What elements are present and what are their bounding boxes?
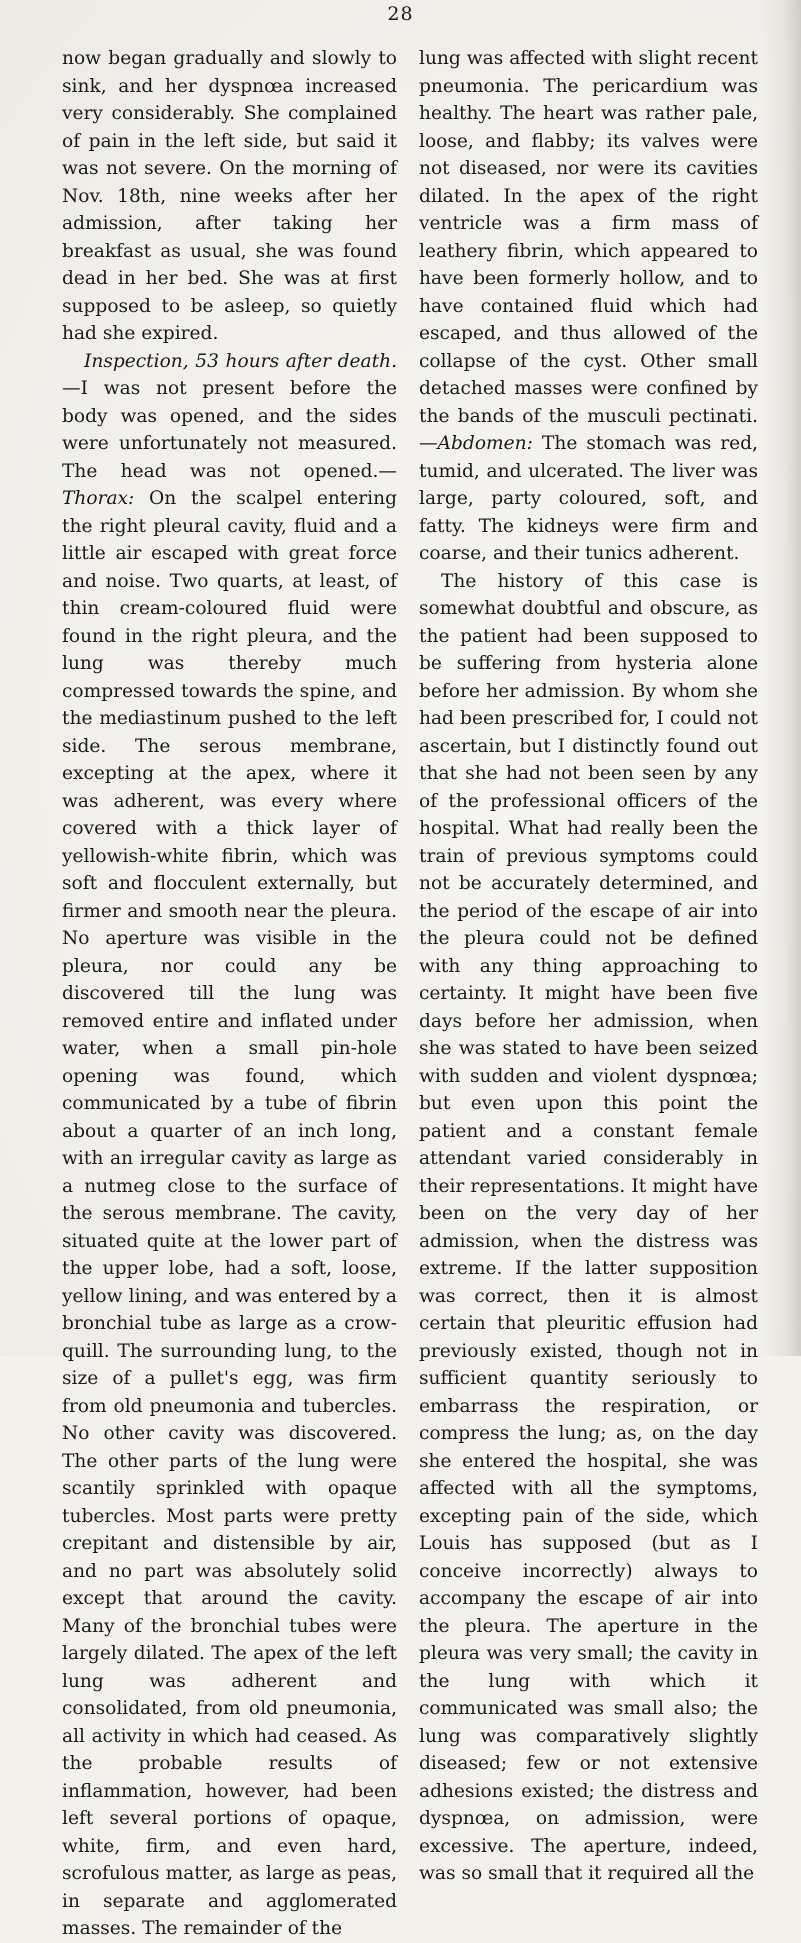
page-edge-shadow [763, 0, 801, 1356]
inspection-heading: Inspection, 53 hours after death. [84, 350, 397, 372]
paragraph-death: now began gradually and slowly to sink, and her dyspnœa increased very considerably. She complained of pain in the left side, but said it was not severe. On the morning of Nov. 18th, nine weeks after her admission, after taking her breakfast as usual, she was found dead in her bed. She was at first supposed to be asleep, so quietly had she expired. [62, 48, 397, 344]
inspection-text-a: —I was not present before the body was opened, and the sides were unfortunately not measured. The head was not opened.— [62, 378, 397, 482]
thorax-heading: Thorax: [62, 488, 135, 509]
paragraph-inspection [62, 348, 397, 1943]
right-column [419, 45, 758, 1888]
lung-heart-text: lung was affected with slight recent pneumonia. The pericardium was healthy. The heart was rather pale, loose, and flabby; its valves were not diseased, nor were its cavities dilated. In the apex of the right ventricle was a firm mass of leathery fibrin, which appeared to have been formerly hollow, and to have contained fluid which had escaped, and thus allowed of the collapse of the cyst. Other small detached masses were confined by the bands of the musculi pectinati.— [419, 48, 758, 454]
paragraph-history: The history of this case is somewhat doubtful and obscure, as the patient had been supposed to be suffering from hysteria alone before her admission. By whom she had been prescribed for, I could not ascertain, but I distinctly found out that she had not been seen by any of the professional officers of the hospital. What had really been the train of previous symptoms could not be accurately determined, and the period of the escape of air into the pleura could not be defined with any thing approaching to certainty. It might have been five days before her admission, when she was stated to have been seized with sudden and violent dyspnœa; but even upon this point the patient and a constant female attendant varied considerably in their representations. It might have been on the very day of her admission, when the distress was extreme. If the latter supposition was correct, then it is almost certain that pleuritic effusion had previously existed, though not in sufficient quantity seriously to embarrass the respiration, or compress the lung; as, on the day she entered the hospital, she was affected with all the symptoms, excepting pain of the side, which Louis has supposed (but as I conceive incorrectly) always to accompany the escape of air into the pleura. The aperture in the pleura was very small; the cavity in the lung with which it communicated was small also; the lung was comparatively slightly diseased; few or not extensive adhesions existed; the distress and dyspnœa, on admission, were excessive. The aperture, indeed, was so small that it required all the [419, 570, 758, 1884]
thorax-text: On the scalpel entering the right pleural cavity, fluid and a little air escaped with great force and noise. Two quarts, at least, of thin cream-coloured fluid were found in the right pleura, and the lung was thereby much compressed towards the spine, and the mediastinum pushed to the left side. The serous membrane, excepting at the apex, where it was adherent, was every where covered with a thick layer of yellowish-white fibrin, which was soft and flocculent externally, but firmer and smooth near the pleura. No aperture was visible in the pleura, nor could any be discovered till the lung was removed entire and inflated under water, when a small pin-hole opening was found, which communicated by a tube of fibrin about a quarter of an inch long, with an irregular cavity as large as a nutmeg close to the surface of the serous membrane. The cavity, situated quite at the lower part of the upper lobe, had a soft, loose, yellow lining, and was entered by a bronchial tube as large as a crow-quill. The surrounding lung, to the size of a pullet's egg, was firm from old pneumonia and tubercles. No other cavity was discovered. The other parts of the lung were scantily sprinkled with opaque tubercles. Most parts were pretty crepitant and distensible by air, and no part was absolutely solid except that around the cavity. Many of the bronchial tubes were largely dilated. The apex of the left lung was adherent and consolidated, from old pneumonia, all activity in which had ceased. As the probable results of inflammation, however, had been left several portions of opaque, white, firm, and even hard, scrofulous matter, as large as peas, in separate and agglomerated masses. The remainder of the [62, 488, 397, 1939]
abdomen-heading: Abdomen: [437, 433, 533, 454]
paragraph-lung-heart [419, 45, 758, 568]
left-column [62, 45, 397, 1943]
abdomen-text: The stomach was red, tumid, and ulcerated. The liver was large, party coloured, soft, and fatty. The kidneys were firm and coarse, and their tunics adherent. [419, 433, 758, 564]
page-number: 28 [387, 3, 414, 25]
